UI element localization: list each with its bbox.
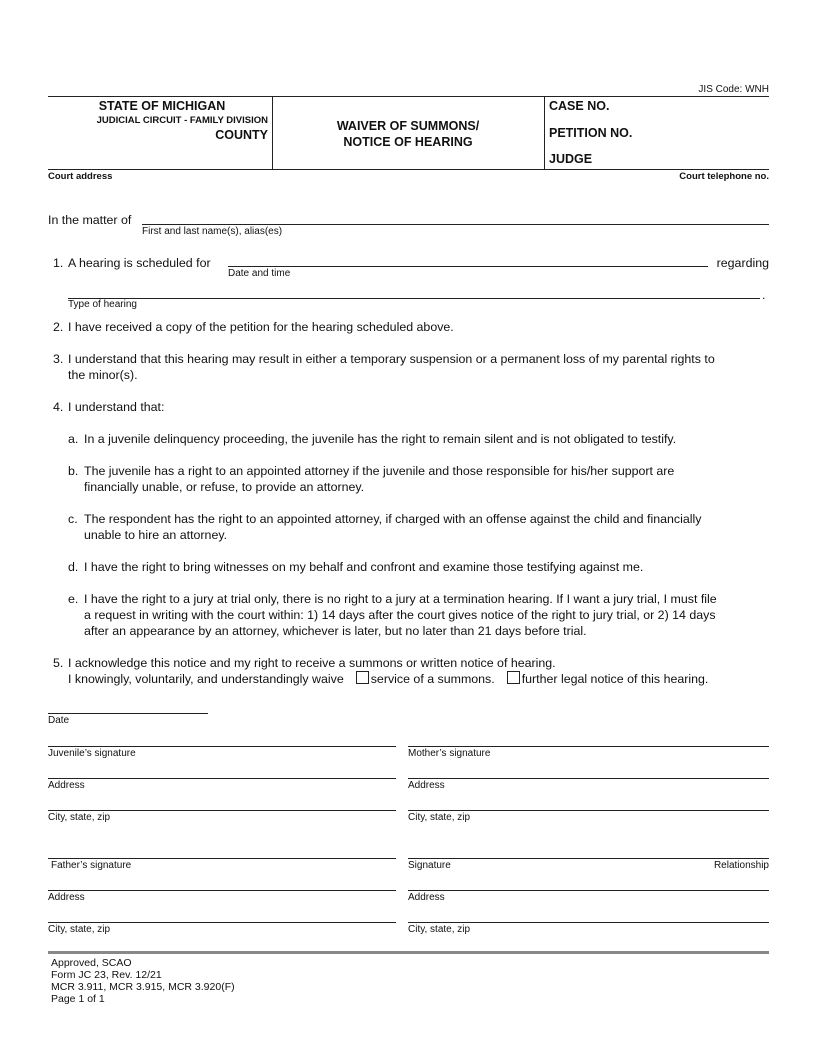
item3-number: 3. <box>53 352 64 366</box>
item4e-line1: I have the right to a jury at trial only, there is no right to a jury at a termination hearing. If I want a jury trial, I must file <box>84 592 717 606</box>
footer-page: Page 1 of 1 <box>51 993 105 1005</box>
juvenile-city-field[interactable] <box>48 810 396 811</box>
item4b-line2: financially unable, or refuse, to provide an attorney. <box>84 480 365 494</box>
further-notice-label: further legal notice of this hearing. <box>521 672 709 686</box>
item5-waive-text: I knowingly, voluntarily, and understandingly waive <box>68 672 344 686</box>
item4c-line1: The respondent has the right to an appointed attorney, if charged with an offense against the child and financially <box>84 512 702 526</box>
date-field[interactable] <box>48 713 208 714</box>
mother-signature-caption: Mother’s signature <box>408 748 491 759</box>
item2-number: 2. <box>53 320 64 334</box>
item4a-letter: a. <box>68 432 79 446</box>
jis-code: JIS Code: WNH <box>698 84 769 95</box>
further-notice-checkbox[interactable] <box>507 671 520 684</box>
father-signature-field[interactable] <box>48 858 396 859</box>
item4-text: I understand that: <box>68 400 165 414</box>
item3-line1: I understand that this hearing may result in either a temporary suspension or a permanent loss of my parental rights to <box>68 352 715 366</box>
item1-regarding: regarding <box>716 256 769 270</box>
item4c-line2: unable to hire an attorney. <box>84 528 228 542</box>
header-divider-right <box>544 96 545 169</box>
header-bottom-rule <box>48 169 769 170</box>
type-of-hearing-caption: Type of hearing <box>68 299 137 310</box>
father-signature-caption: Father’s signature <box>51 860 132 871</box>
father-city-caption: City, state, zip <box>48 924 111 935</box>
item1-period: . <box>762 288 766 302</box>
matter-label: In the matter of <box>48 213 132 227</box>
header-top-rule <box>48 96 769 97</box>
date-caption: Date <box>48 715 70 726</box>
matter-name-field[interactable] <box>142 224 769 225</box>
other-signature-caption: Signature <box>408 860 451 871</box>
matter-caption: First and last name(s), alias(es) <box>142 226 283 237</box>
court-telephone-label: Court telephone no. <box>679 171 769 182</box>
circuit-label: JUDICIAL CIRCUIT - FAMILY DIVISION <box>96 115 268 126</box>
judge-label: JUDGE <box>549 152 593 166</box>
form-title-line2: NOTICE OF HEARING <box>343 135 473 149</box>
item5-line1: I acknowledge this notice and my right to receive a summons or written notice of hearing. <box>68 656 556 670</box>
item4c-letter: c. <box>68 512 78 526</box>
item3-line2: the minor(s). <box>68 368 138 382</box>
other-address-caption: Address <box>408 892 445 903</box>
item4d-letter: d. <box>68 560 79 574</box>
item1-number: 1. <box>53 256 64 270</box>
item2-text: I have received a copy of the petition for the hearing scheduled above. <box>68 320 454 334</box>
item4e-line2: a request in writing with the court within: 1) 14 days after the court gives notice of the right to jury trial, or 2) 14 days <box>84 608 716 622</box>
item5-number: 5. <box>53 656 64 670</box>
juvenile-signature-field[interactable] <box>48 746 396 747</box>
juvenile-signature-caption: Juvenile’s signature <box>48 748 136 759</box>
father-address-field[interactable] <box>48 890 396 891</box>
item4d-line1: I have the right to bring witnesses on my behalf and confront and examine those testifying against me. <box>84 560 644 574</box>
item4b-line1: The juvenile has a right to an appointed attorney if the juvenile and those responsible for his/her support are <box>84 464 675 478</box>
date-time-caption: Date and time <box>228 268 291 279</box>
mother-signature-field[interactable] <box>408 746 769 747</box>
mother-city-field[interactable] <box>408 810 769 811</box>
state-name: STATE OF MICHIGAN <box>98 99 226 113</box>
court-address-label: Court address <box>48 171 113 182</box>
footer-mcr: MCR 3.911, MCR 3.915, MCR 3.920(F) <box>51 981 235 993</box>
juvenile-address-field[interactable] <box>48 778 396 779</box>
item4b-letter: b. <box>68 464 79 478</box>
other-signature-field[interactable] <box>408 858 769 859</box>
form-title-line1: WAIVER OF SUMMONS/ <box>336 119 480 133</box>
juvenile-address-caption: Address <box>48 780 85 791</box>
item5-line2-row <box>68 671 708 687</box>
footer-rule <box>48 951 769 954</box>
other-city-field[interactable] <box>408 922 769 923</box>
item4e-line3: after an appearance by an attorney, whichever is later, but no later than 21 days before trial. <box>84 624 587 638</box>
petition-no-label: PETITION NO. <box>549 126 633 140</box>
relationship-caption: Relationship <box>713 860 769 871</box>
service-of-summons-checkbox[interactable] <box>356 671 369 684</box>
father-address-caption: Address <box>48 892 85 903</box>
county-label: COUNTY <box>215 128 268 142</box>
footer-approved: Approved, SCAO <box>51 957 132 969</box>
footer-form-number: Form JC 23, Rev. 12/21 <box>51 969 162 981</box>
hearing-type-field[interactable] <box>68 298 760 299</box>
item1-text: A hearing is scheduled for <box>68 256 211 270</box>
item4e-letter: e. <box>68 592 79 606</box>
item4a-line1: In a juvenile delinquency proceeding, the juvenile has the right to remain silent and is not obligated to testify. <box>84 432 677 446</box>
hearing-date-field[interactable] <box>228 266 708 267</box>
mother-address-caption: Address <box>408 780 445 791</box>
other-city-caption: City, state, zip <box>408 924 471 935</box>
father-city-field[interactable] <box>48 922 396 923</box>
item4-number: 4. <box>53 400 64 414</box>
other-address-field[interactable] <box>408 890 769 891</box>
mother-address-field[interactable] <box>408 778 769 779</box>
juvenile-city-caption: City, state, zip <box>48 812 111 823</box>
service-of-summons-label: service of a summons. <box>370 672 495 686</box>
case-no-label: CASE NO. <box>549 99 610 113</box>
mother-city-caption: City, state, zip <box>408 812 471 823</box>
